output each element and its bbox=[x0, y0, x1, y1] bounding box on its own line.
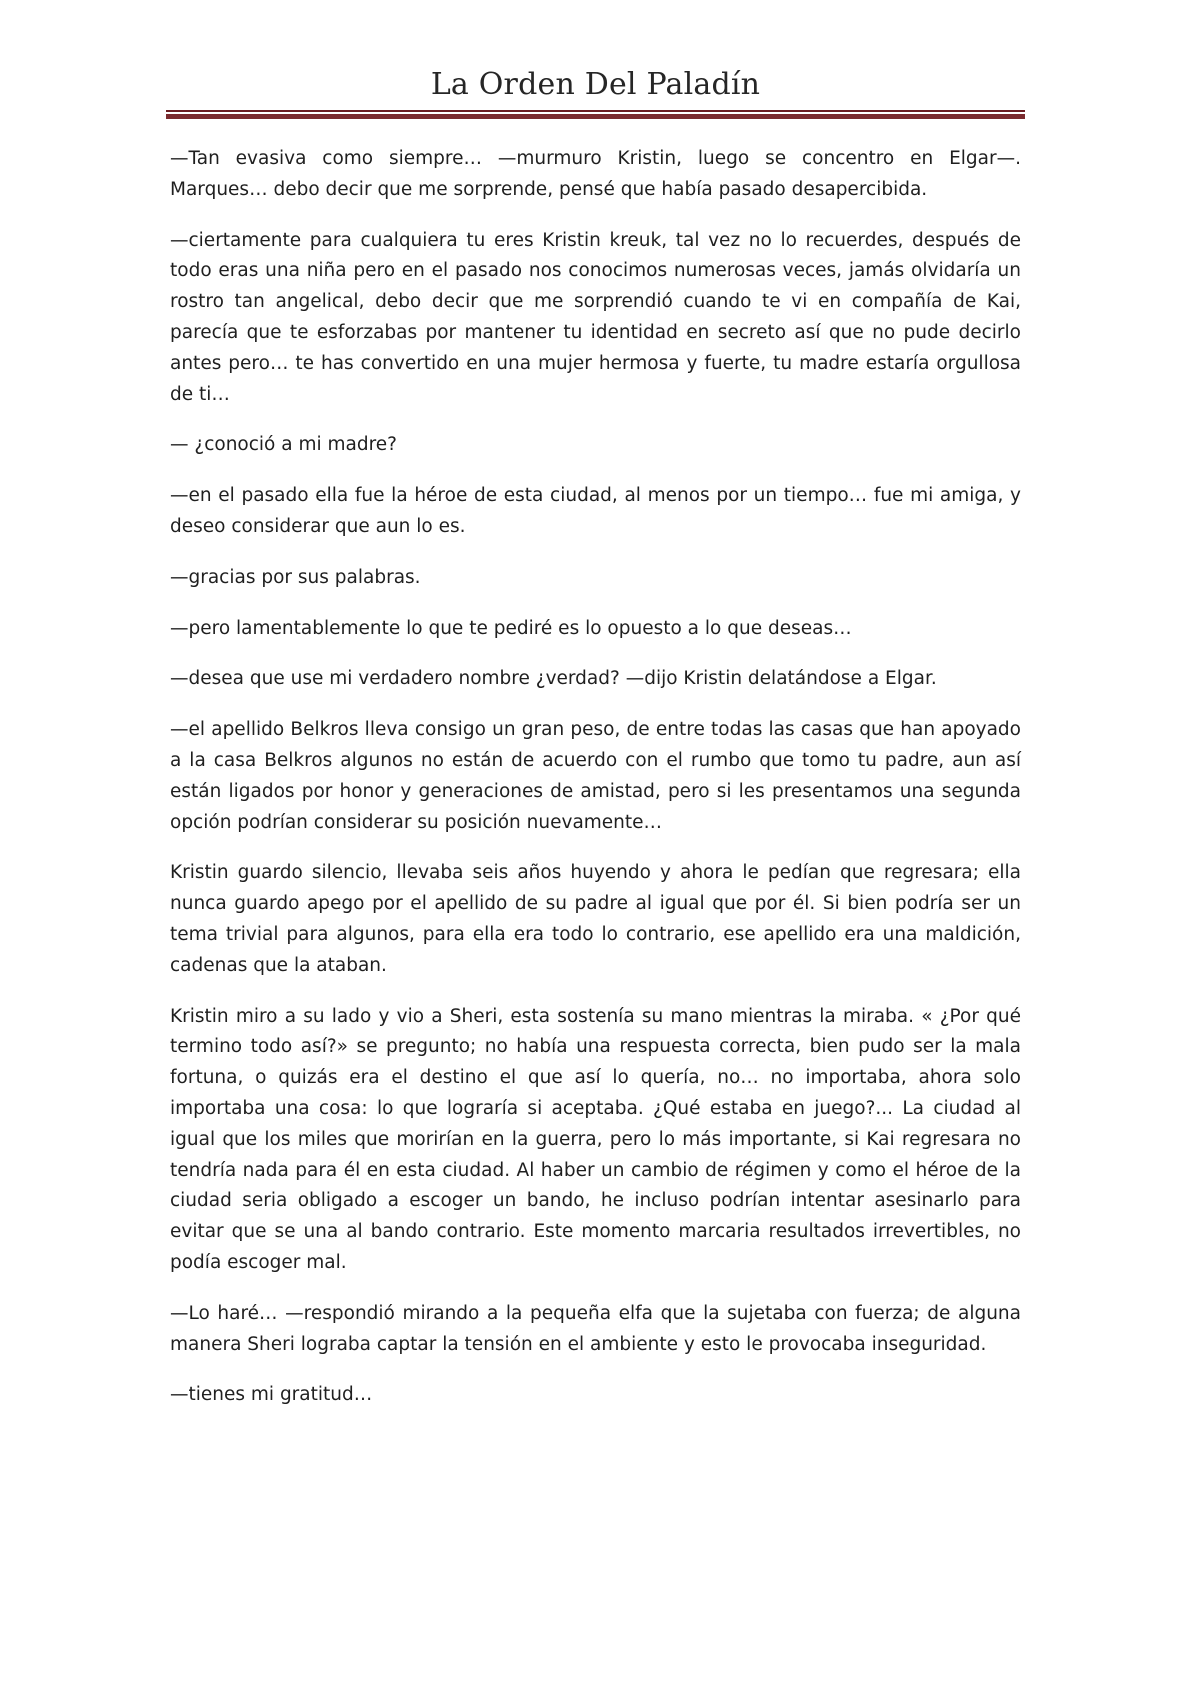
paragraph-11: —Lo haré… —respondió mirando a la pequeña elfa que la sujetaba con fuerza; de alguna manera Sheri lograba captar la tensión en el ambiente y esto le provocaba inseguridad. bbox=[170, 1302, 1021, 1355]
paragraph-7: —desea que use mi verdadero nombre ¿verdad? —dijo Kristin delatándose a Elgar. bbox=[170, 668, 937, 690]
paragraph-4: —en el pasado ella fue la héroe de esta ciudad, al menos por un tiempo… fue mi amiga, y deseo considerar que aun lo es. bbox=[170, 485, 1021, 537]
page-header bbox=[166, 66, 1025, 120]
paragraph-9: Kristin guardo silencio, llevaba seis años huyendo y ahora le pedían que regresara; ella nunca guardo apego por el apellido de su padre al igual que por él. Si bien podría ser un tema trivial para algunos, para ella era todo lo contrario, ese apellido era una maldición, cadenas que la ataban. bbox=[170, 862, 1021, 976]
paragraph-10: Kristin miro a su lado y vio a Sheri, esta sostenía su mano mientras la miraba. « ¿Por qué termino todo así?» se pregunto; no había una respuesta correcta, bien pudo ser la mala fortuna, o quizás era el destino el que así lo quería, no… no importaba, ahora solo importaba una cosa: lo que lograría si aceptaba. ¿Qué estaba en juego?... La ciudad al igual que los miles que morirían en la guerra, pero lo más importante, si Kai regresara no tendría nada para él en esta ciudad. Al haber un cambio de régimen y como el héroe de la ciudad seria obligado a escoger un bando, he incluso podrían intentar asesinarlo para evitar que se una al bando contrario. Este momento marcaria resultados irrevertibles, no podía escoger mal. bbox=[170, 1005, 1021, 1273]
document-body bbox=[170, 144, 1021, 1431]
paragraph-1: —Tan evasiva como siempre… —murmuro Kristin, luego se concentro en Elgar—. Marques… debo decir que me sorprende, pensé que había pasado desapercibida. bbox=[170, 148, 1021, 200]
paragraph-3: — ¿conoció a mi madre? bbox=[170, 434, 398, 456]
page-title: La Orden Del Paladín bbox=[430, 67, 761, 102]
paragraph-2: —ciertamente para cualquiera tu eres Kristin kreuk, tal vez no lo recuerdes, después de todo eras una niña pero en el pasado nos conocimos numerosas veces, jamás olvidaría un rostro tan angelical, debo decir que me sorprendió cuando te vi en compañía de Kai, parecía que te esforzabas por mantener tu identidad en secreto así que no pude decirlo antes pero… te has convertido en una mujer hermosa y fuerte, tu madre estaría orgullosa de ti… bbox=[170, 229, 1021, 405]
paragraph-12: —tienes mi gratitud… bbox=[170, 1384, 373, 1406]
paragraph-5: —gracias por sus palabras. bbox=[170, 566, 421, 588]
paragraph-6: —pero lamentablemente lo que te pediré es lo opuesto a lo que deseas… bbox=[170, 617, 852, 639]
header-rule-thick-line bbox=[166, 114, 1025, 119]
paragraph-8: —el apellido Belkros lleva consigo un gran peso, de entre todas las casas que han apoyado a la casa Belkros algunos no están de acuerdo con el rumbo que tomo tu padre, aun así están ligados por honor y generaciones de amistad, pero si les presentamos una segunda opción podrían considerar su posición nuevamente… bbox=[170, 719, 1021, 833]
header-rule-thin-line bbox=[166, 110, 1025, 112]
